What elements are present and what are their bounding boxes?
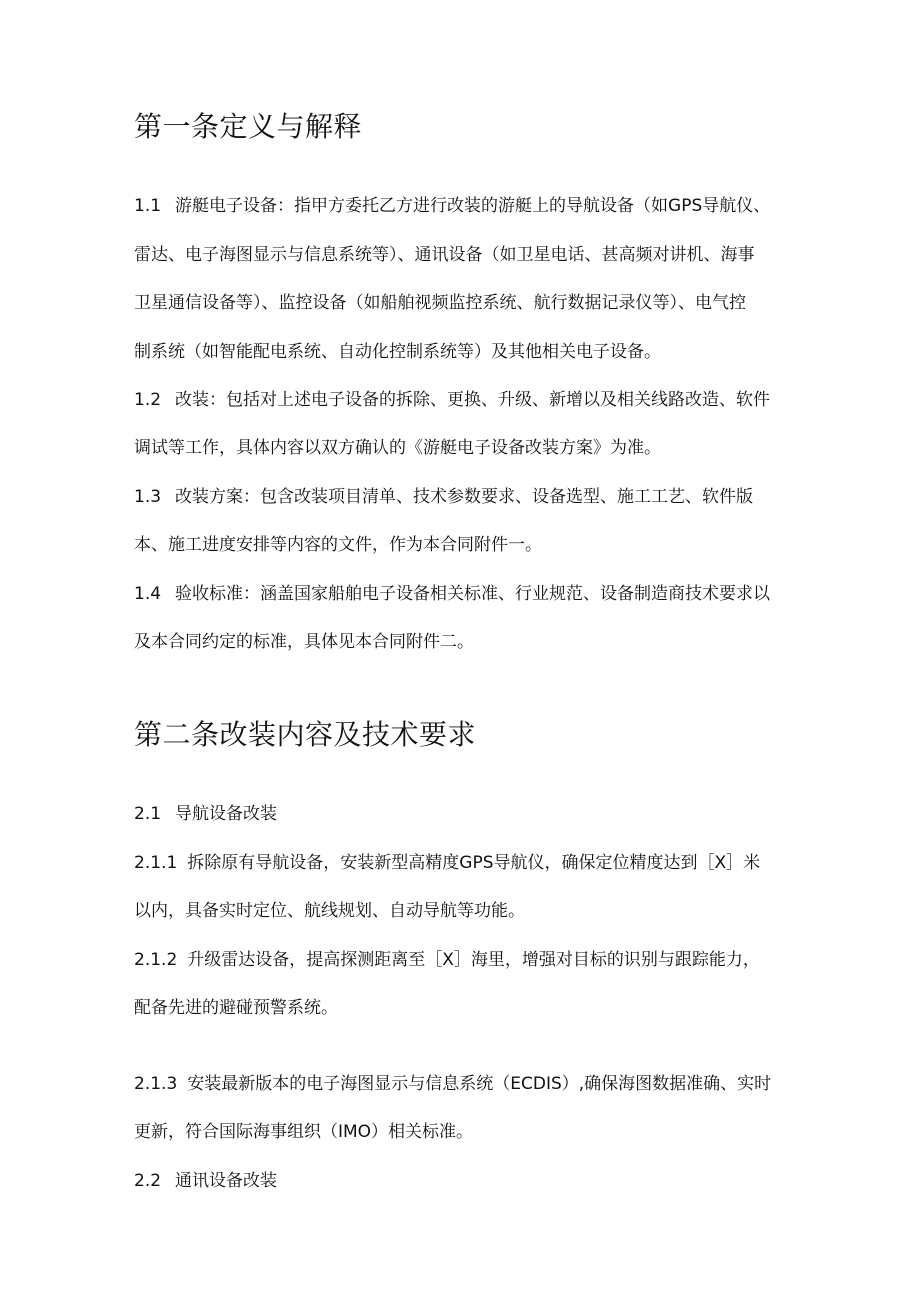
clause-1-4 [134,582,770,606]
clause-text: 导航设备改装 [175,804,278,824]
clause-text: 游艇电子设备：指甲方委托乙方进行改装的游艇上的导航设备（如GPS导航仪、 [175,196,771,216]
clause-text: 改装方案：包含改装项目清单、技术参数要求、设备选型、施工工艺、软件版 [175,487,754,507]
clause-number: 1.3 [134,487,162,507]
clause-line: 以内，具备实时定位、航线规划、自动导航等功能。 [134,901,525,921]
clause-text: 拆除原有导航设备，安装新型高精度GPS导航仪，确保定位精度达到［X］米 [187,853,761,873]
section-2-title: 第二条改装内容及技术要求 [134,718,477,751]
clause-line: 更新，符合国际海事组织（IMO）相关标准。 [134,1122,474,1142]
clause-number: 2.2 [134,1171,162,1191]
clause-line: 卫星通信设备等）、监控设备（如船舶视频监控系统、航行数据记录仪等）、电气控 [134,293,746,313]
clause-2-1-1 [134,851,760,875]
clause-line: 制系统（如智能配电系统、自动化控制系统等）及其他相关电子设备。 [134,342,661,362]
clause-text: 安装最新版本的电子海图显示与信息系统（ECDIS）,确保海图数据准确、实时 [187,1074,772,1094]
clause-number: 2.1 [134,804,162,824]
clause-number: 2.1.3 [134,1074,178,1094]
clause-text: 改装：包括对上述电子设备的拆除、更换、升级、新增以及相关线路改造、软件 [175,390,771,410]
clause-2-1-3 [134,1072,771,1096]
clause-line: 配备先进的避碰预警系统。 [134,998,338,1018]
clause-number: 2.1.1 [134,853,178,873]
clause-text: 验收标准：涵盖国家船舶电子设备相关标准、行业规范、设备制造商技术要求以 [175,584,771,604]
clause-text: 通讯设备改装 [175,1171,278,1191]
clause-number: 1.2 [134,390,162,410]
clause-line: 雷达、电子海图显示与信息系统等）、通讯设备（如卫星电话、甚高频对讲机、海事 [134,245,755,265]
clause-text: 升级雷达设备，提高探测距离至［X］海里，增强对目标的识别与跟踪能力， [187,950,760,970]
clause-line: 及本合同约定的标准，具体见本合同附件二。 [134,632,474,652]
clause-number: 1.4 [134,584,162,604]
clause-1-2 [134,388,770,412]
clause-line: 本、施工进度安排等内容的文件，作为本合同附件一。 [134,535,542,555]
clause-1-1 [134,194,770,218]
clause-2-1 [134,802,277,826]
clause-number: 2.1.2 [134,950,178,970]
section-1-title: 第一条定义与解释 [134,110,363,143]
clause-2-1-2 [134,948,760,972]
clause-2-2 [134,1169,277,1193]
clause-1-3 [134,485,753,509]
clause-line: 调试等工作，具体内容以双方确认的《游艇电子设备改装方案》为准。 [134,438,661,458]
clause-number: 1.1 [134,196,162,216]
